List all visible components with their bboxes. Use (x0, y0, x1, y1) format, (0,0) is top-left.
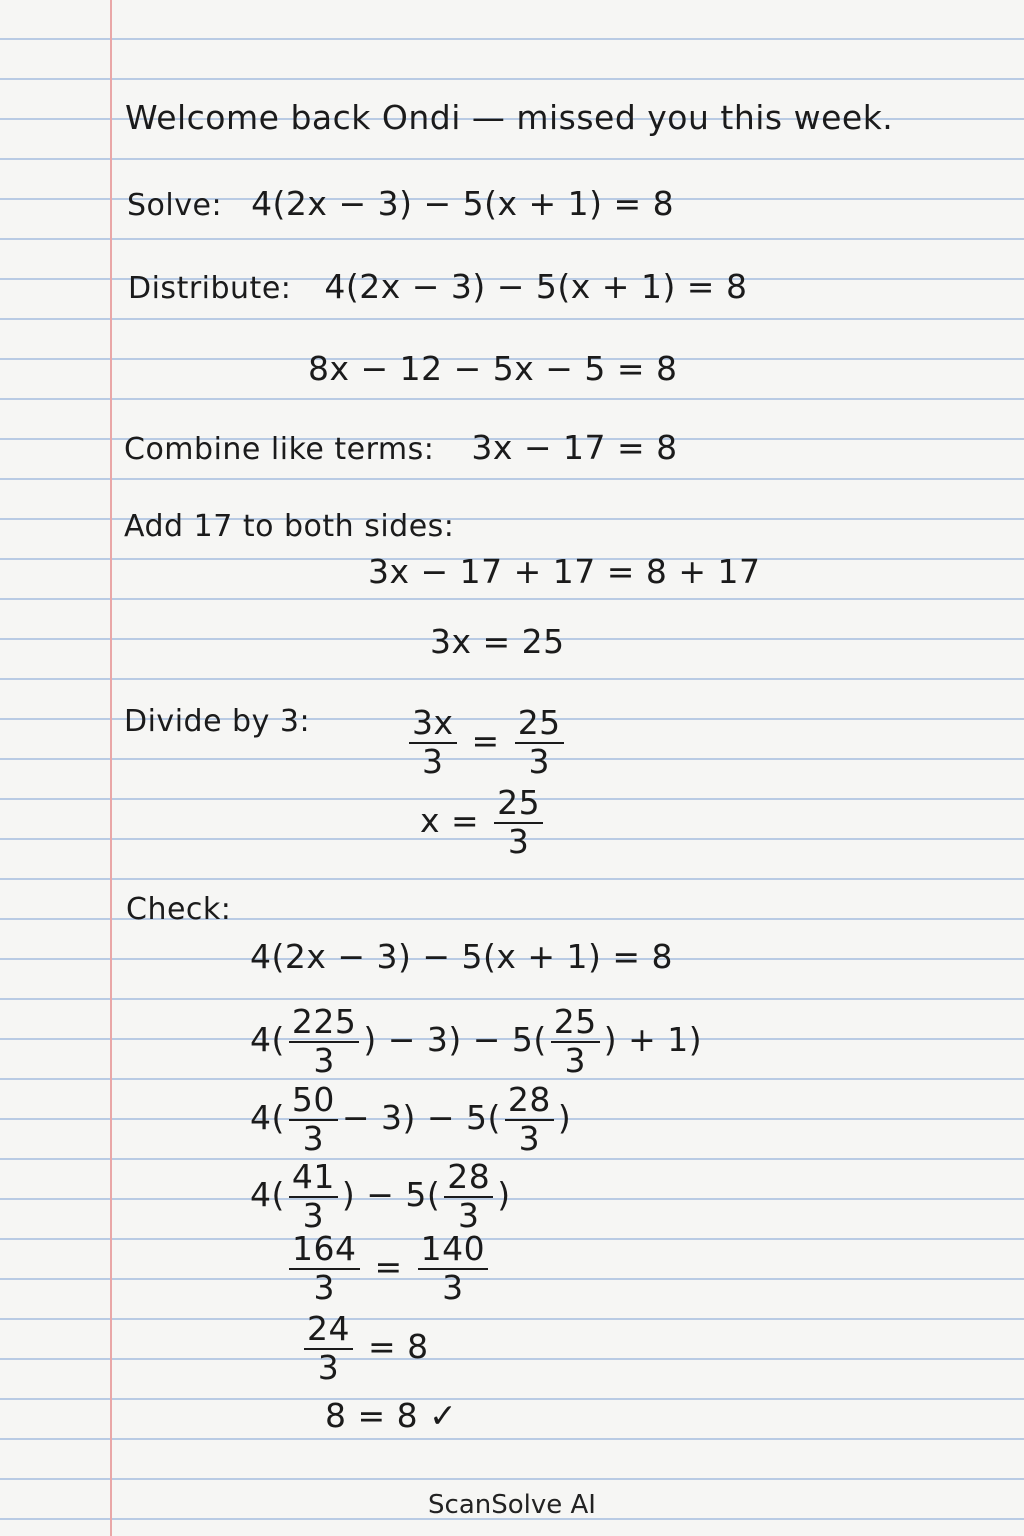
distribute-row (128, 267, 747, 306)
solution-fraction (494, 783, 543, 861)
combine-label: Combine like terms: (124, 432, 435, 467)
fraction-denominator: 3 (302, 1195, 325, 1235)
check-line6 (300, 1309, 429, 1387)
text-part: ) − 3) − 5( (363, 1020, 547, 1060)
add-step2: 3x = 25 (430, 622, 565, 661)
check-fraction (289, 1229, 360, 1307)
combine-equation: 3x − 17 = 8 (471, 428, 678, 467)
fraction-numerator: 164 (289, 1232, 360, 1270)
check-fraction (304, 1309, 353, 1387)
distribute-equation: 4(2x − 3) − 5(x + 1) = 8 (324, 267, 748, 306)
solve-equation: 4(2x − 3) − 5(x + 1) = 8 (251, 184, 675, 223)
divide-label: Divide by 3: (124, 704, 311, 739)
distribute-result: 8x − 12 − 5x − 5 = 8 (308, 349, 678, 388)
text-part: ) + 1) (603, 1020, 703, 1060)
check-line1: 4(2x − 3) − 5(x + 1) = 8 (250, 937, 674, 976)
greeting: Welcome back Ondi — missed you this week. (125, 98, 894, 137)
equals-sign: = (471, 721, 500, 761)
divide-rhs-fraction (515, 703, 564, 781)
check-fraction (289, 1157, 338, 1235)
check-fraction (551, 1002, 600, 1080)
fraction-numerator: 28 (444, 1160, 493, 1198)
add-label: Add 17 to both sides: (124, 509, 455, 544)
solution-x (420, 783, 547, 861)
check-fraction (444, 1157, 493, 1235)
check-fraction (505, 1080, 554, 1158)
check-line5 (285, 1229, 492, 1307)
text-part: ) − 5( (341, 1175, 441, 1215)
fraction-numerator: 3x (409, 706, 457, 744)
combine-row (124, 428, 678, 467)
check-label: Check: (126, 892, 232, 927)
text-part: − 3) − 5( (341, 1098, 501, 1138)
fraction-denominator: 3 (458, 1195, 480, 1235)
add-step1: 3x − 17 + 17 = 8 + 17 (368, 552, 761, 591)
footer-brand: ScanSolve AI (428, 1490, 596, 1520)
text-part: ) (497, 1175, 511, 1215)
fraction-denominator: 3 (564, 1040, 586, 1080)
fraction-denominator: 3 (507, 821, 530, 861)
divide-equation (405, 703, 568, 781)
check-line3 (250, 1080, 572, 1158)
fraction-denominator: 3 (528, 741, 550, 781)
fraction-denominator: 3 (442, 1267, 464, 1307)
equals-sign: = (374, 1247, 403, 1287)
fraction-numerator: 225 (289, 1005, 360, 1043)
text-part: 4( (250, 1020, 285, 1060)
check-line2 (250, 1002, 703, 1080)
fraction-numerator: 24 (304, 1312, 353, 1350)
fraction-numerator: 50 (289, 1083, 338, 1121)
check-fraction (289, 1080, 338, 1158)
fraction-numerator: 25 (494, 786, 543, 824)
check-fraction (418, 1229, 489, 1307)
solve-row (127, 184, 674, 223)
fraction-denominator: 3 (317, 1347, 340, 1387)
x-equals: x = (420, 801, 480, 841)
text-part: = 8 (368, 1327, 429, 1367)
text-part: ) (557, 1098, 572, 1138)
text-part: 4( (250, 1098, 285, 1138)
check-fraction (289, 1002, 360, 1080)
fraction-denominator: 3 (302, 1118, 325, 1158)
distribute-label: Distribute: (128, 271, 292, 306)
fraction-numerator: 25 (551, 1005, 600, 1043)
check-line7: 8 = 8 ✓ (325, 1396, 458, 1435)
solve-label: Solve: (127, 188, 223, 223)
divide-lhs-fraction (409, 703, 457, 781)
fraction-denominator: 3 (313, 1040, 335, 1080)
fraction-denominator: 3 (313, 1267, 335, 1307)
fraction-numerator: 28 (505, 1083, 554, 1121)
fraction-numerator: 140 (418, 1232, 489, 1270)
fraction-numerator: 25 (515, 706, 564, 744)
text-part: 4( (250, 1175, 285, 1215)
fraction-denominator: 3 (422, 741, 444, 781)
check-line4 (250, 1157, 511, 1235)
fraction-numerator: 41 (289, 1160, 338, 1198)
fraction-denominator: 3 (518, 1118, 541, 1158)
